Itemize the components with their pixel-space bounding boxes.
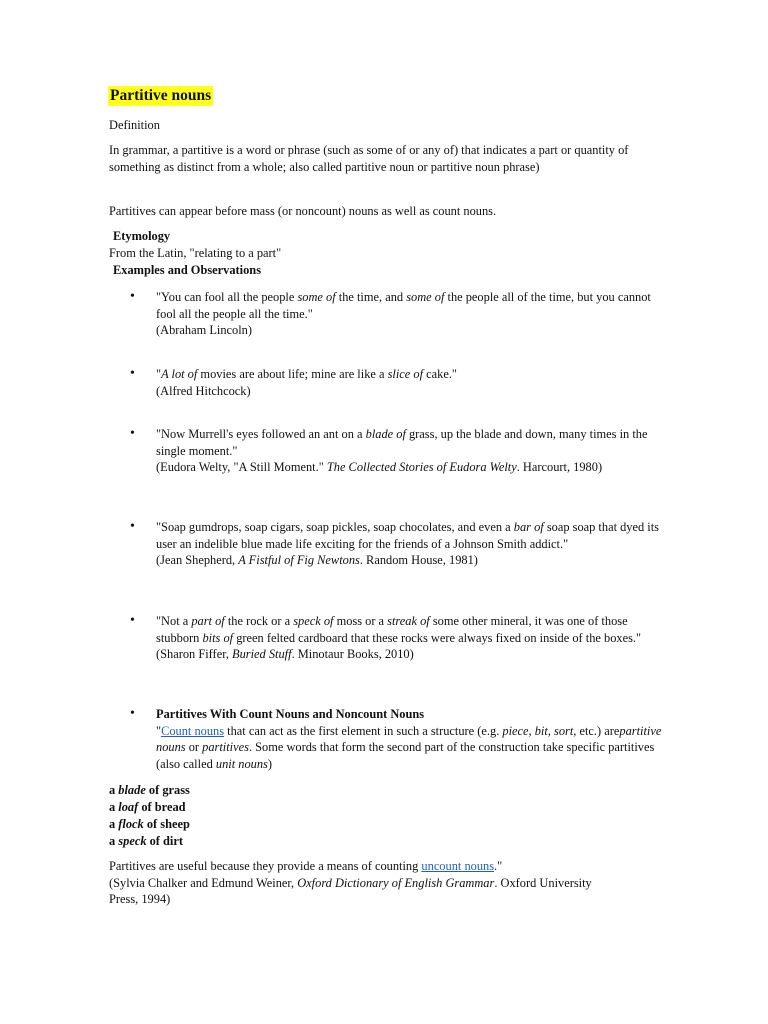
example-phrase: a flock of sheep xyxy=(109,817,190,831)
quote-text: "Soap gumdrops, soap cigars, soap pickles, soap chocolates, and even a bar of soap soap that dyed its user an indelible blue made life exciting for the friends of a Johnson Smith addict." xyxy=(156,520,660,551)
quote-hitchcock xyxy=(156,366,666,399)
uncount-nouns-link[interactable]: uncount nouns xyxy=(421,859,495,873)
example-phrase: a loaf of bread xyxy=(109,800,186,814)
page-title: Partitive nouns xyxy=(110,87,212,104)
quote-attribution: (Sharon Fiffer, Buried Stuff. Minotaur Books, 2010) xyxy=(156,647,414,661)
quote-attribution: (Alfred Hitchcock) xyxy=(156,383,251,398)
quote-text: "Now Murrell's eyes followed an ant on a blade of grass, up the blade and down, many times in the single moment." xyxy=(156,427,648,458)
quote-fiffer xyxy=(156,613,666,663)
definition-text: In grammar, a partitive is a word or phrase (such as some of or any of) that indicates a part or quantity of something as distinct from a whole; also called partitive noun or partitive noun phrase) xyxy=(109,143,629,174)
closing-paragraph xyxy=(109,858,619,908)
partitives-intro: Partitives can appear before mass (or noncount) nouns as well as count nouns. xyxy=(109,204,497,218)
section-heading: Partitives With Count Nouns and Noncount Nouns xyxy=(156,707,425,721)
example-phrase: a speck of dirt xyxy=(109,834,183,848)
section-text: "Count nouns that can act as the first element in such a structure (e.g. piece, bit, sort, etc.) arepartitive nouns or partitives. Some words that form the second part of the construction take specific partitives (also called unit nouns) xyxy=(156,723,662,771)
quote-text: "A lot of movies are about life; mine are like a slice of cake." xyxy=(156,367,457,381)
example-phrase: a blade of grass xyxy=(109,783,190,797)
bullet-marker: • xyxy=(130,519,135,534)
examples-heading: Examples and Observations xyxy=(113,263,262,277)
bullet-marker: • xyxy=(130,613,135,628)
closing-text: Partitives are useful because they provide a means of counting uncount nouns." xyxy=(109,859,503,873)
count-nouns-link[interactable]: Count nouns xyxy=(161,723,225,738)
quote-text: "Not a part of the rock or a speck of moss or a streak of some other mineral, it was one of those stubborn bits of green felted cardboard that these rocks were always fixed on inside of the boxes." xyxy=(156,614,642,645)
quote-attribution: (Abraham Lincoln) xyxy=(156,323,252,337)
bullet-marker: • xyxy=(130,706,135,721)
quote-attribution: (Jean Shepherd, A Fistful of Fig Newtons. Random House, 1981) xyxy=(156,553,478,567)
bullet-marker: • xyxy=(130,366,135,381)
quote-text: "You can fool all the people some of the time, and some of the people all of the time, but you cannot fool all the people all the time." xyxy=(156,290,651,321)
quote-attribution: (Eudora Welty, "A Still Moment." The Collected Stories of Eudora Welty. Harcourt, 1980) xyxy=(156,460,603,474)
bullet-marker: • xyxy=(130,426,135,441)
closing-attribution: (Sylvia Chalker and Edmund Weiner, Oxford Dictionary of English Grammar. Oxford University Press, 1994) xyxy=(109,875,592,906)
quote-lincoln xyxy=(156,289,666,339)
bullet-marker: • xyxy=(130,289,135,304)
etymology-heading: Etymology xyxy=(113,229,171,243)
etymology-text: From the Latin, "relating to a part" xyxy=(109,246,282,260)
count-nouns-section xyxy=(156,706,666,772)
definition-heading: Definition xyxy=(109,118,160,132)
quote-shepherd xyxy=(156,519,666,569)
quote-welty xyxy=(156,426,666,476)
